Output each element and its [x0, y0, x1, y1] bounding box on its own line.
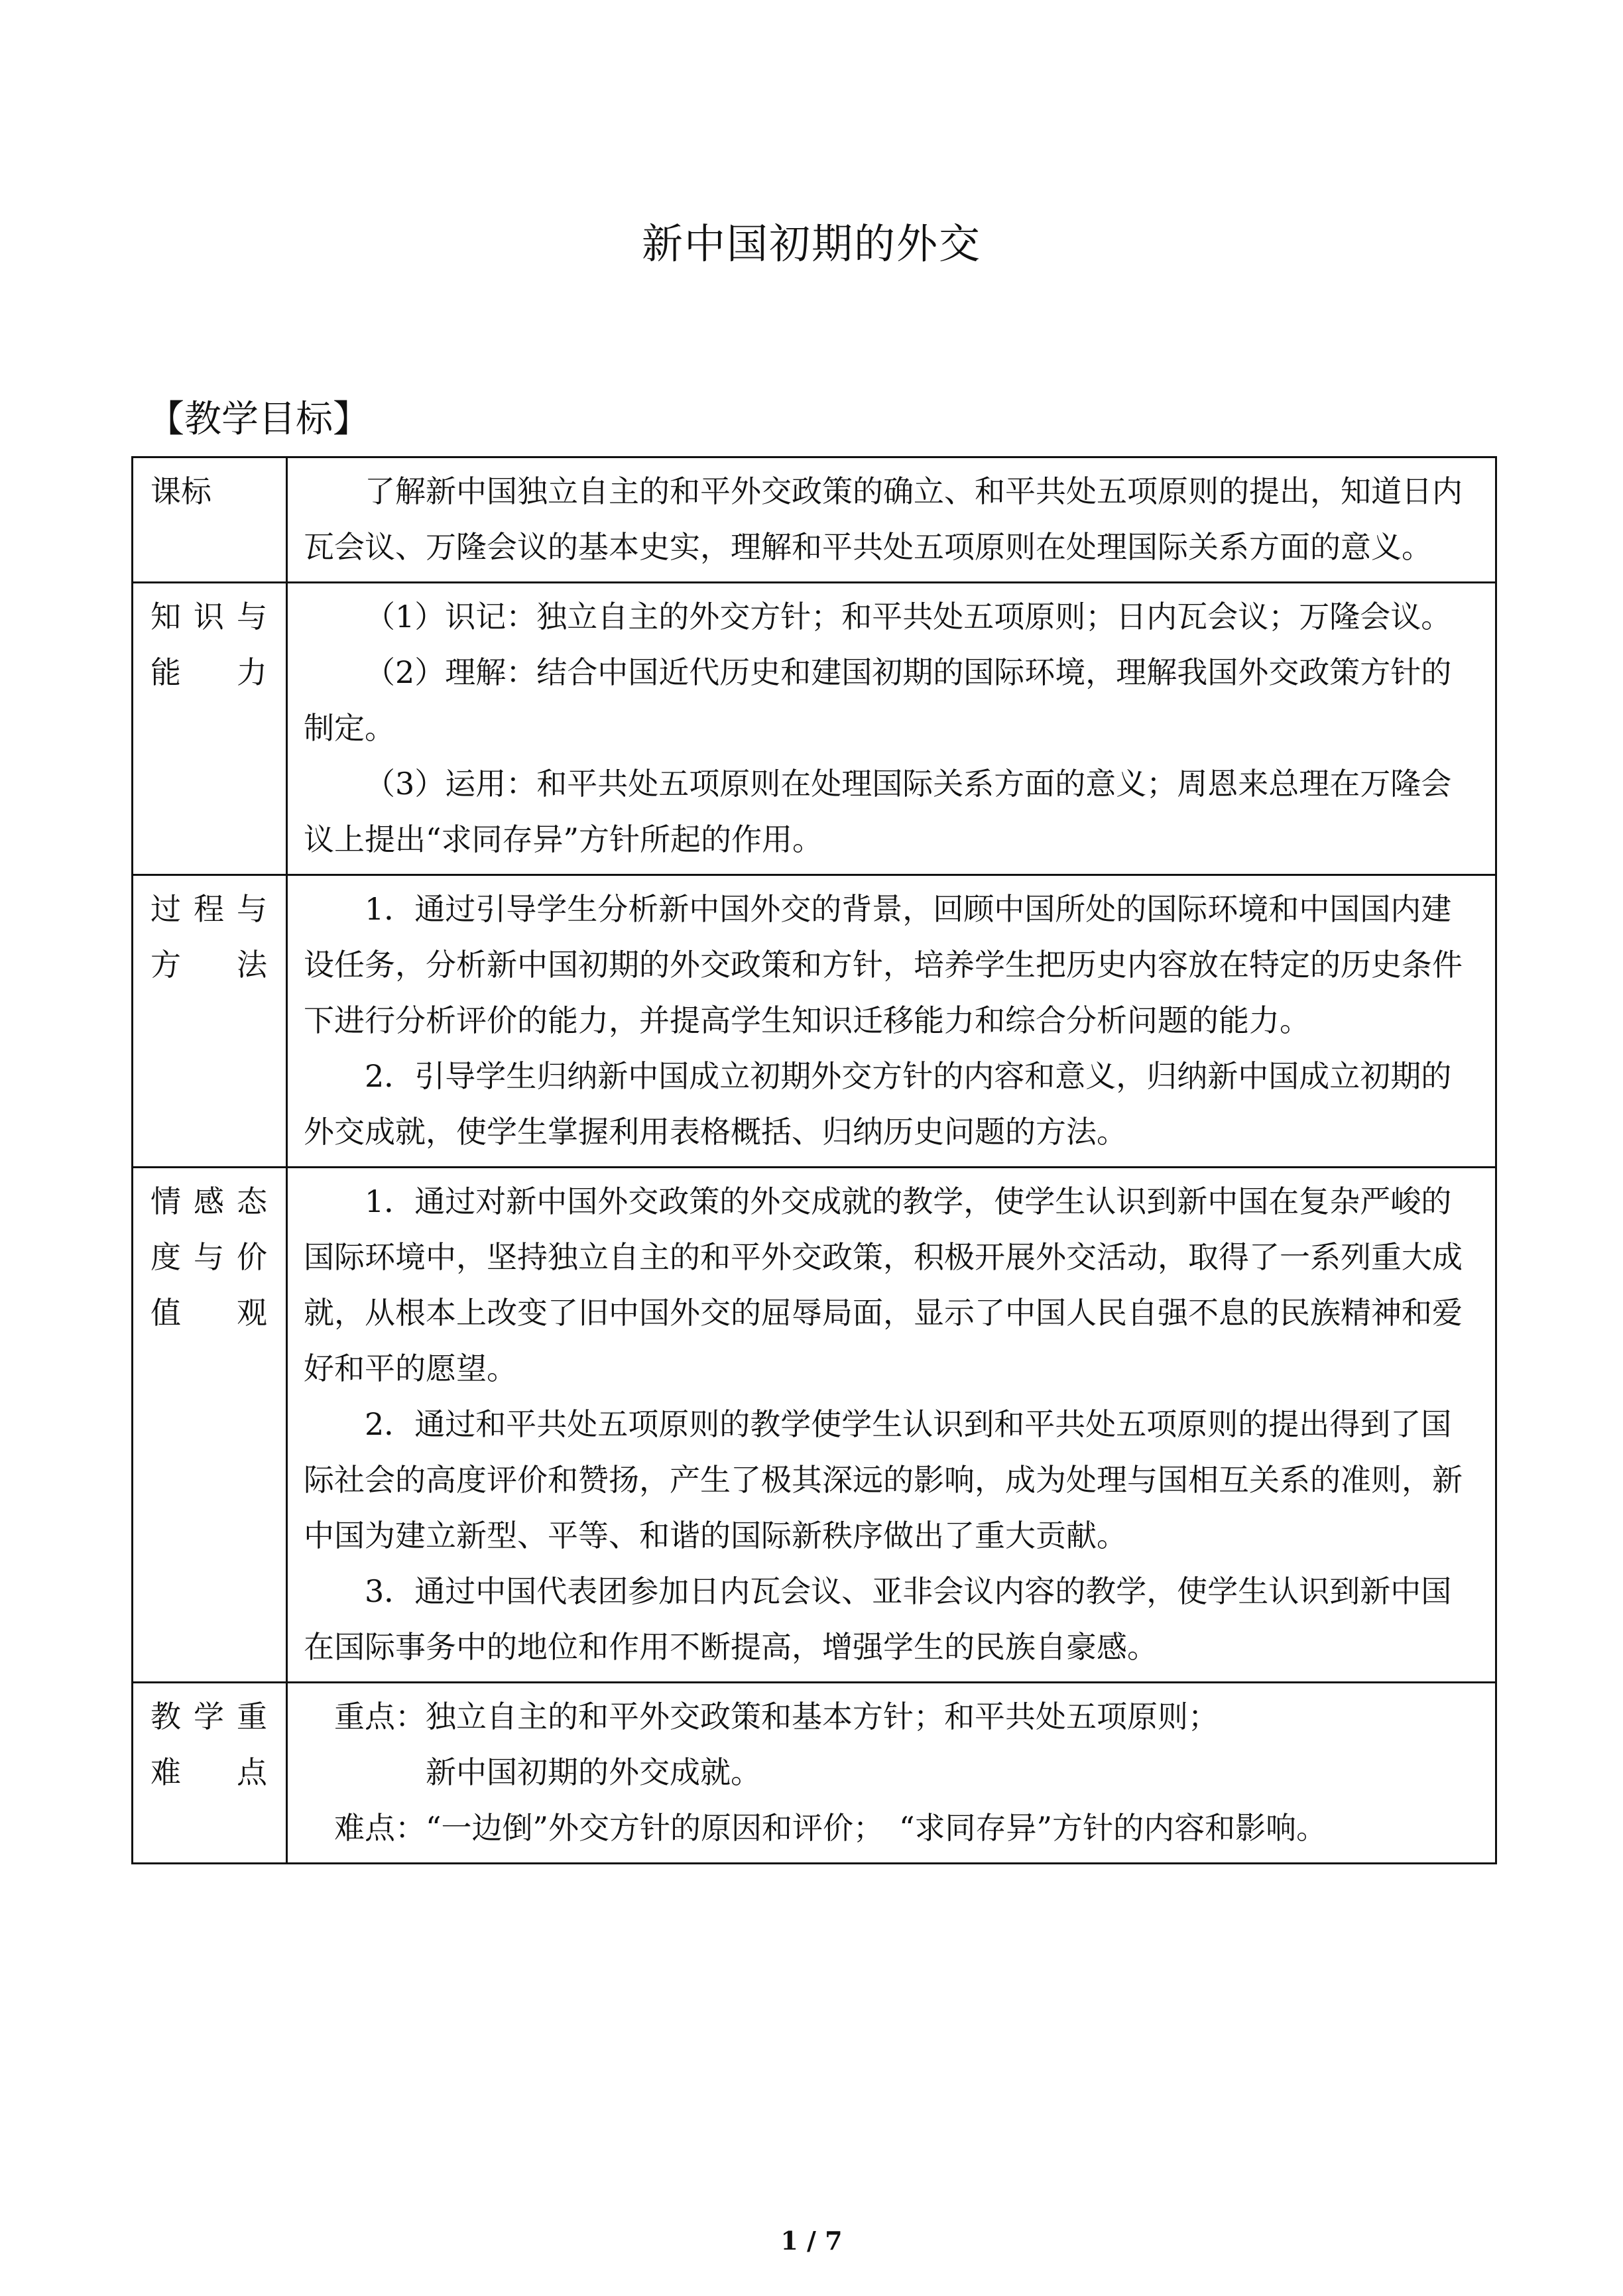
row-content [287, 1683, 1496, 1864]
row-label: 教 学 重 难点 [133, 1683, 287, 1864]
row-label: 知 识 与 能力 [133, 583, 287, 875]
document-title: 新中国初期的外交 [641, 219, 981, 268]
section-heading: 【教学目标】 [147, 398, 370, 441]
paragraph: 了解新中国独立自主的和平外交政策的确立、和平共处五项原则的提出，知道日内瓦会议、万隆会议的基本史实，理解和平共处五项原则在处理国际关系方面的意义。 [304, 473, 1463, 565]
paragraph: 2．引导学生归纳新中国成立初期外交方针的内容和意义，归纳新中国成立初期的外交成就，使学生掌握利用表格概括、归纳历史问题的方法。 [304, 1058, 1452, 1150]
row-label: 过 程 与 方法 [133, 875, 287, 1168]
row-label: 课标 [133, 457, 287, 583]
paragraph: （1）识记：独立自主的外交方针；和平共处五项原则；日内瓦会议；万隆会议。 [365, 599, 1452, 634]
table-row [133, 1168, 1496, 1683]
row-content [287, 875, 1496, 1168]
paragraph: （2）理解：结合中国近代历史和建国初期的国际环境，理解我国外交政策方针的制定。 [304, 654, 1452, 746]
row-content [287, 457, 1496, 583]
paragraph: 重点：独立自主的和平外交政策和基本方针；和平共处五项原则； [334, 1699, 1219, 1734]
objectives-table [131, 456, 1497, 1864]
table-row [133, 583, 1496, 875]
table-row [133, 457, 1496, 583]
row-content [287, 1168, 1496, 1683]
page-number: 1 / 7 [780, 2226, 843, 2256]
paragraph: 1．通过引导学生分析新中国外交的背景，回顾中国所处的国际环境和中国国内建设任务，分析新中国初期的外交政策和方针，培养学生把历史内容放在特定的历史条件下进行分析评价的能力，并提高学生知识迁移能力和综合分析问题的能力。 [304, 891, 1463, 1038]
table-row [133, 875, 1496, 1168]
paragraph: 3．通过中国代表团参加日内瓦会议、亚非会议内容的教学，使学生认识到新中国在国际事务中的地位和作用不断提高，增强学生的民族自豪感。 [304, 1573, 1452, 1665]
row-content [287, 583, 1496, 875]
paragraph: 新中国初期的外交成就。 [426, 1754, 761, 1790]
paragraph: （3）运用：和平共处五项原则在处理国际关系方面的意义；周恩来总理在万隆会议上提出“求同存异”方针所起的作用。 [304, 766, 1452, 857]
paragraph: 1．通过对新中国外交政策的外交成就的教学，使学生认识到新中国在复杂严峻的国际环境中，坚持独立自主的和平外交政策，积极开展外交活动，取得了一系列重大成就，从根本上改变了旧中国外交的屈辱局面，显示了中国人民自强不息的民族精神和爱好和平的愿望。 [304, 1183, 1463, 1386]
paragraph: 2．通过和平共处五项原则的教学使学生认识到和平共处五项原则的提出得到了国际社会的高度评价和赞扬，产生了极其深远的影响，成为处理与国相互关系的准则，新中国为建立新型、平等、和谐的国际新秩序做出了重大贡献。 [304, 1406, 1463, 1553]
table-row [133, 1683, 1496, 1864]
paragraph: 难点：“一边倒”外交方针的原因和评价； “求同存异”方针的内容和影响。 [334, 1810, 1327, 1846]
row-label: 情 感 态 度 与 价 值观 [133, 1168, 287, 1683]
